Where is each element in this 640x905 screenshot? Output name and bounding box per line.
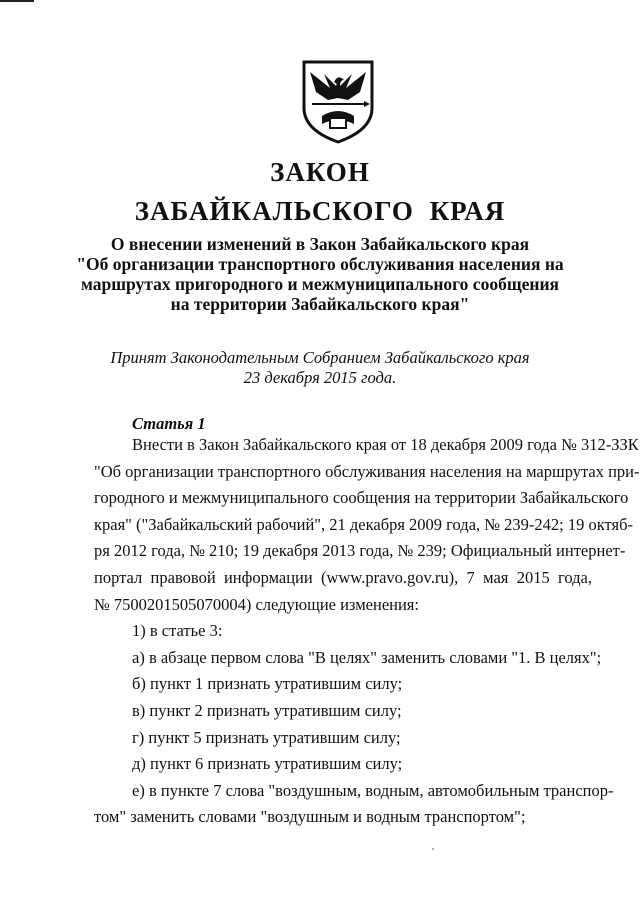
subtitle-line: О внесении изменений в Закон Забайкальского края — [110, 234, 530, 254]
article-body — [94, 432, 640, 831]
subtitle-line: "Об организации транспортного обслуживания населения на — [76, 254, 564, 274]
body-line: городного и межмуниципального сообщения на территории Забайкальского — [94, 488, 629, 508]
list-item: г) пункт 5 признать утратившим силу; — [132, 727, 401, 747]
list-item: б) пункт 1 признать утратившим силу; — [132, 674, 403, 694]
list-item: д) пункт 6 признать утратившим силу; — [132, 754, 403, 774]
scan-corner-mark — [0, 0, 34, 2]
list-item: в) пункт 2 признать утратившим силу; — [132, 700, 402, 720]
adoption-line: Принят Законодательным Собранием Забайкальского края — [110, 348, 530, 367]
body-line: края" ("Забайкальский рабочий", 21 декабря 2009 года, № 239-242; 19 октяб- — [94, 514, 633, 534]
list-item: е) в пункте 7 слова "воздушным, водным, автомобильным транспор- — [132, 780, 614, 800]
list-item: 1) в статье 3: — [132, 621, 223, 641]
body-line: Внести в Закон Забайкальского края от 18 декабря 2009 года № 312-ЗЗК — [132, 435, 639, 454]
law-subtitle — [40, 234, 600, 314]
subtitle-line: маршрутах пригородного и межмуниципального сообщения — [80, 274, 559, 294]
adoption-line: 23 декабря 2015 года. — [243, 368, 397, 387]
adoption-note — [40, 348, 600, 388]
body-line: "Об организации транспортного обслуживания населения на маршрутах при- — [94, 461, 640, 481]
subtitle-line: на территории Забайкальского края" — [170, 294, 470, 314]
list-item-continuation: том" заменить словами "воздушным и водным транспортом"; — [94, 807, 526, 827]
coat-of-arms-icon — [300, 58, 376, 144]
body-line: ря 2012 года, № 210; 19 декабря 2013 года, № 239; Официальный интернет- — [94, 541, 626, 561]
body-line: № 7500201505070004) следующие изменения: — [94, 594, 419, 614]
scan-speck — [432, 848, 434, 850]
document-title-line-2: ЗАБАЙКАЛЬСКОГО КРАЯ — [134, 196, 506, 226]
document-title-line-1: ЗАКОН — [270, 157, 370, 187]
list-item: а) в абзаце первом слова "В целях" заменить словами "1. В целях"; — [132, 647, 602, 667]
body-line: портал правовой информации (www.pravo.gov.ru), 7 мая 2015 года, — [94, 567, 592, 587]
article-heading: Статья 1 — [132, 414, 206, 433]
